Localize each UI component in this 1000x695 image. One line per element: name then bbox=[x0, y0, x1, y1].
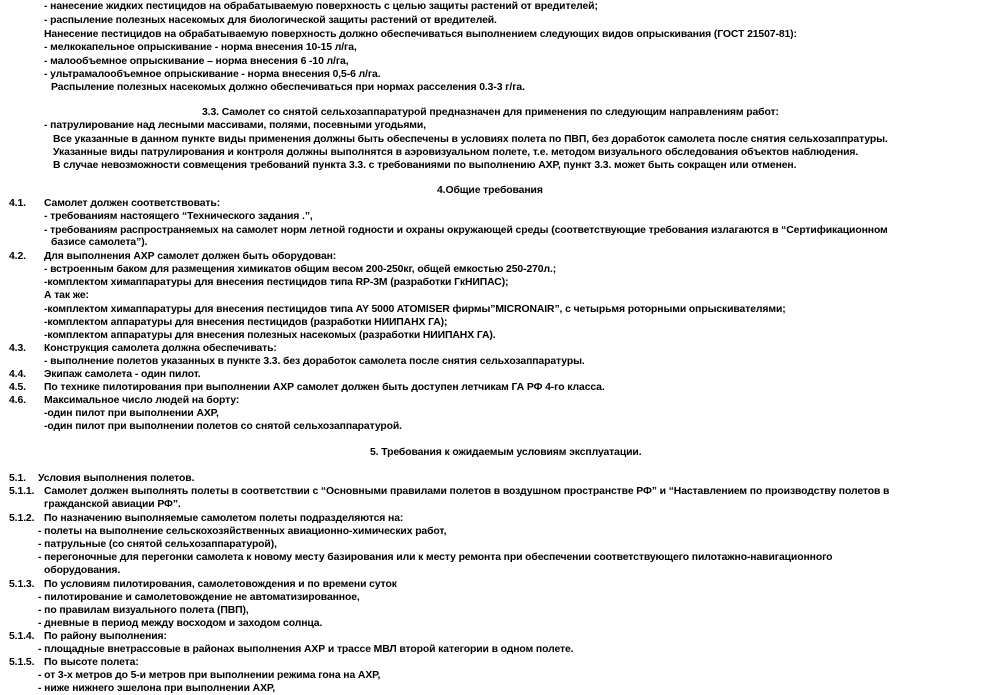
text-line: -один пилот при выполнении полетов со снятой сельхозаппаратурой. bbox=[44, 421, 402, 432]
text-line: гражданской авиации РФ”. bbox=[44, 499, 181, 510]
text-line: базисе самолета”). bbox=[51, 237, 148, 248]
section-heading: 5. Требования к ожидаемым условиям эксплуатации. bbox=[370, 447, 642, 458]
item-number: 4.6. bbox=[9, 395, 26, 406]
text-line: -комплектом химаппаратуры для внесения пестицидов типа RP-3M (разработки ГкНИПАС); bbox=[44, 277, 509, 288]
text-line: Экипаж самолета - один пилот. bbox=[44, 369, 201, 380]
item-number: 4.3. bbox=[9, 343, 26, 354]
item-number: 5.1.4. bbox=[9, 631, 35, 642]
text-line: По технике пилотирования при выполнении АХР самолет должен быть доступен летчикам ГА РФ 4-го класса. bbox=[44, 382, 605, 393]
text-line: - ультрамалообъемное опрыскивание - норма внесения 0,5-6 л/га. bbox=[44, 69, 381, 80]
text-line: - выполнение полетов указанных в пункте 3.3. без доработок самолета после снятия сельхозаппаратуры. bbox=[44, 356, 585, 367]
text-line: -один пилот при выполнении АХР, bbox=[44, 408, 219, 419]
item-number: 4.4. bbox=[9, 369, 26, 380]
text-line: Максимальное число людей на борту: bbox=[44, 395, 240, 406]
text-line: По высоте полета: bbox=[44, 657, 139, 668]
text-line: Для выполнения АХР самолет должен быть оборудован: bbox=[44, 251, 337, 262]
text-line: - пилотирование и самолетовождение не автоматизированное, bbox=[38, 592, 360, 603]
text-line: - от 3-х метров до 5-и метров при выполнении режима гона на АХР, bbox=[38, 670, 381, 681]
item-number: 4.1. bbox=[9, 198, 26, 209]
item-number: 5.1. bbox=[9, 473, 26, 484]
text-line: - по правилам визуального полета (ПВП), bbox=[38, 605, 249, 616]
text-line: - мелкокапельное опрыскивание - норма внесения 10-15 л/га, bbox=[44, 42, 357, 53]
text-line: - малообъемное опрыскивание – норма внесения 6 -10 л/га, bbox=[44, 56, 349, 67]
text-line: Условия выполнения полетов. bbox=[38, 473, 195, 484]
text-line: -комплектом химаппаратуры для внесения пестицидов типа AY 5000 ATOMISER фирмы”MICRONAIR”, с четырьмя роторными опрыскивателями; bbox=[44, 304, 786, 315]
item-number: 5.1.3. bbox=[9, 579, 35, 590]
text-line: - площадные внетрассовые в районах выполнения АХР и трассе МВЛ второй категории в одном полете. bbox=[38, 644, 574, 655]
text-line: - нанесение жидких пестицидов на обрабатываемую поверхность с целью защиты растений от вредителей; bbox=[44, 1, 598, 12]
text-line: - встроенным баком для размещения химикатов общим весом 200-250кг, общей емкостью 250-270л.; bbox=[44, 264, 557, 275]
text-line: Нанесение пестицидов на обрабатываемую поверхность должно обеспечиваться выполнением следующих видов опрыскивания (ГОСТ 21507-81): bbox=[44, 29, 797, 40]
text-line: - распыление полезных насекомых для биологической защиты растений от вредителей. bbox=[44, 15, 497, 26]
text-line: - требованиям распространяемых на самолет норм летной годности и охраны окружающей среды (соответствующие требования излагаются в “Сертификационном bbox=[44, 225, 888, 236]
text-line: -комплектом аппаратуры для внесения пестицидов (разработки НИИПАНХ ГА); bbox=[44, 317, 448, 328]
text-line: - полеты на выполнение сельскохозяйственных авиационно-химических работ, bbox=[38, 526, 447, 537]
text-line: По условиям пилотирования, самолетовождения и по времени суток bbox=[44, 579, 397, 590]
section-heading: 3.3. Самолет со снятой сельхозаппаратурой предназначен для применения по следующим направлениям работ: bbox=[202, 107, 779, 118]
item-number: 5.1.2. bbox=[9, 513, 35, 524]
text-line: А так же: bbox=[44, 290, 89, 301]
text-line: - требованиям настоящего “Технического задания .”, bbox=[44, 211, 313, 222]
text-line: - ниже нижнего эшелона при выполнении АХР, bbox=[38, 683, 276, 694]
text-line: Конструкция самолета должна обеспечивать: bbox=[44, 343, 277, 354]
item-number: 5.1.1. bbox=[9, 486, 35, 497]
text-line: - патрульные (со снятой сельхозаппаратурой), bbox=[38, 539, 277, 550]
text-line: - патрулирование над лесными массивами, полями, посевными угодьями, bbox=[44, 120, 426, 131]
text-line: - дневные в период между восходом и заходом солнца. bbox=[38, 618, 323, 629]
text-line: Самолет должен выполнять полеты в соответствии с “Основными правилами полетов в воздушном пространстве РФ” и “Наставлением по производству полетов в bbox=[44, 486, 890, 497]
text-line: В случае невозможности совмещения требований пункта 3.3. с требованиями по выполнению АХР, пункт 3.3. может быть сокращен или отменен. bbox=[53, 160, 797, 171]
text-line: Указанные виды патрулирования и контроля должны выполнятся в аэровизуальном полете, т.е. методом визуального обследования объектов наблюдения. bbox=[53, 147, 859, 158]
item-number: 5.1.5. bbox=[9, 657, 35, 668]
text-line: -комплектом аппаратуры для внесения полезных насекомых (разработки НИИПАНХ ГА). bbox=[44, 330, 496, 341]
text-line: По району выполнения: bbox=[44, 631, 167, 642]
item-number: 4.5. bbox=[9, 382, 26, 393]
text-line: Распыление полезных насекомых должно обеспечиваться при нормах расселения 0.3-3 г/га. bbox=[51, 82, 525, 93]
text-line: оборудования. bbox=[44, 565, 121, 576]
text-line: Самолет должен соответствовать: bbox=[44, 198, 221, 209]
text-line: Все указанные в данном пункте виды применения должны быть обеспечены в условиях полета по ПВП, без доработок самолета после снятия сельхозаппратуры. bbox=[53, 134, 888, 145]
text-line: - перегоночные для перегонки самолета к новому месту базирования или к месту ремонта при обеспечении соответствующего пилотажно-навигационного bbox=[38, 552, 833, 563]
section-heading: 4.Общие требования bbox=[437, 185, 543, 196]
text-line: По назначению выполняемые самолетом полеты подразделяются на: bbox=[44, 513, 404, 524]
item-number: 4.2. bbox=[9, 251, 26, 262]
